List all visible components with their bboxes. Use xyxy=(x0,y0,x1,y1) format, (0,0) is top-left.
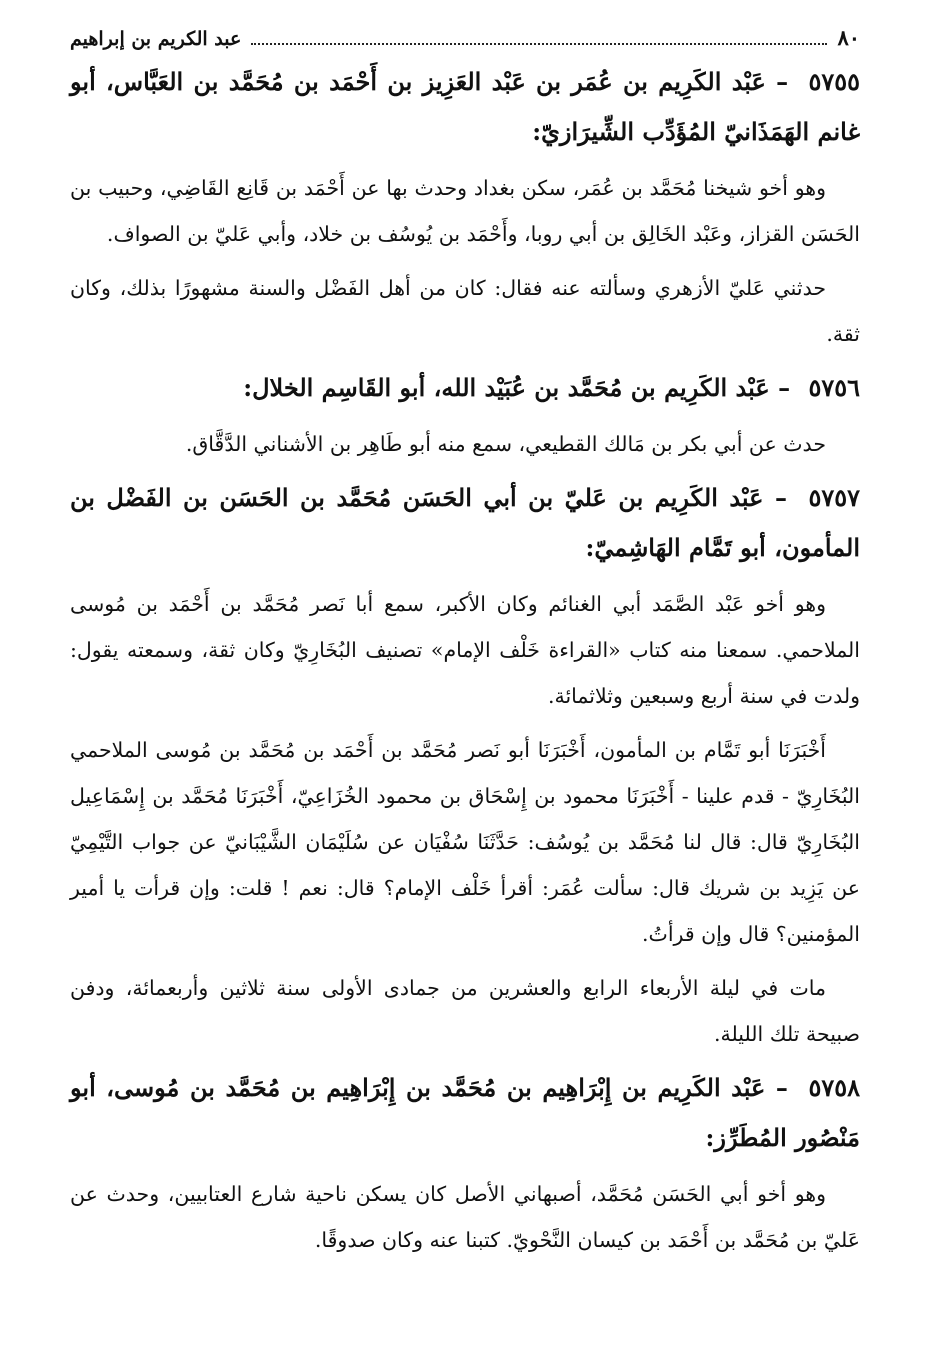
entry-paragraph: أَخْبَرَنَا أبو تَمَّام بن المأمون، أَخْبَرَنَا أبو نَصر مُحَمَّد بن أَحْمَد بن مُحَمَّد بن مُوسى الملاحمي البُخَارِيّ - قدم علينا - أَخْبَرَنَا محمود بن إِسْحَاق بن محمود الخُزَاعِيّ، أَخْبَرَنَا مُحَمَّد بن إِسْمَاعِيل البُخَارِيّ قال: قال لنا مُحَمَّد بن يُوسُف: حَدَّثَنَا سُفْيَان عن سُلَيْمَان الشَّيْبَانيّ عن جواب التَّيْمِيّ عن يَزِيد بن شريك قال: سألت عُمَر: أقرأ خَلْف الإمام؟ قال: نعم ! قلت: وإن قرأت يا أمير المؤمنين؟ قال وإن قرأتُ. xyxy=(70,738,860,946)
entry-number: ٥٧٥٦ xyxy=(808,373,860,402)
entry-paragraph: وهو أخو عَبْد الصَّمَد أبي الغنائم وكان الأكبر، سمع أبا نَصر مُحَمَّد بن أَحْمَد بن مُوسى الملاحمي. سمعنا منه كتاب «القراءة خَلْف الإمام» تصنيف البُخَارِيّ وكان ثقة، وسمعته يقول: ولدت في سنة أربع وسبعين وثلاثمائة. xyxy=(70,592,860,708)
book-page xyxy=(70,24,860,1269)
entry-paragraph: حدث عن أبي بكر بن مَالك القطيعي، سمع منه أبو طَاهِر بن الأشناني الدَّقَّاق. xyxy=(185,432,826,456)
running-header xyxy=(70,24,860,53)
biography-entry xyxy=(70,57,860,357)
entry-paragraph: وهو أخو أبي الحَسَن مُحَمَّد، أصبهاني الأصل كان يسكن ناحية شارع العتابيين، وحدث عن عَليّ بن مُحَمَّد بن أَحْمَد بن كيسان النَّحْويّ. كتبنا عنه وكان صدوقًا. xyxy=(70,1182,860,1252)
entry-paragraph: حدثني عَليّ الأزهري وسألته عنه فقال: كان من أهل الفَضْل والسنة مشهورًا بذلك، وكان ثقة. xyxy=(70,276,860,346)
entry-title: – عَبْد الكَرِيم بن عَليّ بن أبي الحَسَن مُحَمَّد بن الحَسَن بن الفَضْل بن المأمون، أبو تَمَّام الهَاشِميّ: xyxy=(70,483,860,562)
entry-title: – عَبْد الكَرِيم بن عُمَر بن عَبْد العَزِيز بن أَحْمَد بن مُحَمَّد بن العَبَّاس، أبو غانم الهَمَذَانيّ المُؤَدِّب الشِّيرَازيّ: xyxy=(70,67,860,146)
entry-number: ٥٧٥٨ xyxy=(808,1073,860,1102)
biography-entry xyxy=(70,473,860,1057)
entry-paragraph: وهو أخو شيخنا مُحَمَّد بن عُمَر، سكن بغداد وحدث بها عن أَحْمَد بن قَانِع القَاضِي، وحبيب بن الحَسَن القزاز، وعَبْد الخَالِق بن أبي روبا، وأَحْمَد بن يُوسُف بن خلاد، وأبي عَليّ بن الصواف. xyxy=(70,176,860,246)
entry-heading xyxy=(70,57,860,157)
entry-paragraph: مات في ليلة الأربعاء الرابع والعشرين من جمادى الأولى سنة ثلاثين وأربعمائة، ودفن صبيحة تلك الليلة. xyxy=(70,976,860,1046)
biography-entry xyxy=(70,1063,860,1263)
entry-number: ٥٧٥٥ xyxy=(808,67,861,96)
entry-title: – عَبْد الكَرِيم بن إِبْرَاهِيم بن مُحَمَّد بن إِبْرَاهِيم بن مُحَمَّد بن مُوسى، أبو مَنْصُور المُطَرِّز: xyxy=(70,1073,860,1152)
dotted-leader xyxy=(251,43,827,45)
biography-entry xyxy=(70,363,860,467)
entry-heading xyxy=(70,1063,860,1163)
entry-heading xyxy=(70,363,860,413)
entry-heading xyxy=(70,473,860,573)
page-number: ٨٠ xyxy=(837,25,860,50)
entry-title: – عَبْد الكَرِيم بن مُحَمَّد بن عُبَيْد الله، أبو القَاسِم الخلال: xyxy=(243,373,791,402)
entry-number: ٥٧٥٧ xyxy=(808,483,860,512)
running-title: عبد الكريم بن إبراهيم xyxy=(70,28,242,50)
